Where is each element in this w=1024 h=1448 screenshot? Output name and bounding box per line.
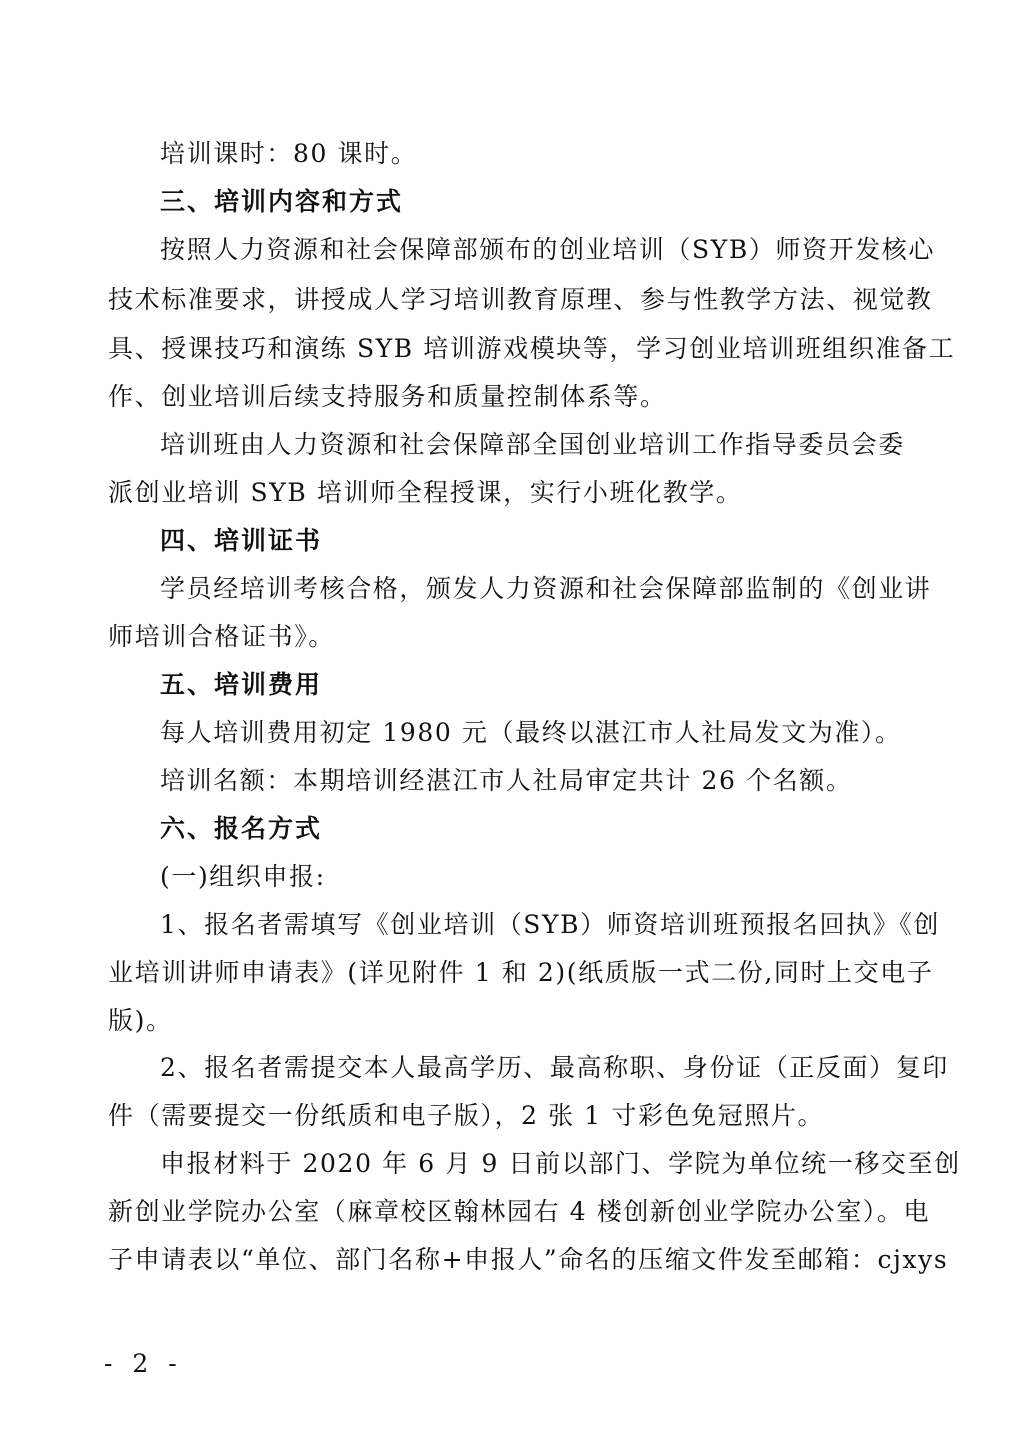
section6-heading: 六、报名方式 xyxy=(160,814,323,843)
section4-p1-line2: 师培训合格证书》。 xyxy=(108,622,335,651)
section4-p1-line1: 学员经培训考核合格，颁发人力资源和社会保障部监制的《创业讲 xyxy=(160,574,932,603)
page-number: - 2 - xyxy=(104,1349,183,1378)
section3-p1-line3: 具、授课技巧和演练 SYB 培训游戏模块等，学习创业培训班组织准备工 xyxy=(108,334,956,363)
section5-fee-line: 每人培训费用初定 1980 元（最终以湛江市人社局发文为准）。 xyxy=(160,718,902,747)
section6-item2-line1: 2、报名者需提交本人最高学历、最高称职、身份证（正反面）复印 xyxy=(160,1053,949,1082)
section3-p1-line1: 按照人力资源和社会保障部颁布的创业培训（SYB）师资开发核心 xyxy=(160,235,936,264)
section4-heading: 四、培训证书 xyxy=(160,526,323,555)
section6-item2-line2: 件（需要提交一份纸质和电子版），2 张 1 寸彩色免冠照片。 xyxy=(108,1101,825,1130)
section6-deadline-line3: 子申请表以“单位、部门名称+申报人”命名的压缩文件发至邮箱：cjxys xyxy=(108,1245,949,1274)
section6-item1-line2: 业培训讲师申请表》(详见附件 1 和 2)(纸质版一式二份,同时上交电子 xyxy=(108,958,934,987)
section3-heading: 三、培训内容和方式 xyxy=(160,187,404,216)
section5-heading: 五、培训费用 xyxy=(160,670,323,699)
section6-deadline-line1: 申报材料于 2020 年 6 月 9 日前以部门、学院为单位统一移交至创 xyxy=(160,1149,961,1178)
section3-p1-line2: 技术标准要求，讲授成人学习培训教育原理、参与性教学方法、视觉教 xyxy=(108,285,933,314)
section6-deadline-line2: 新创业学院办公室（麻章校区翰林园右 4 楼创新创业学院办公室）。电 xyxy=(108,1197,931,1226)
section3-p1-line4: 作、创业培训后续支持服务和质量控制体系等。 xyxy=(108,382,667,411)
section6-subheading: (一)组织申报: xyxy=(160,862,326,891)
section6-item1-line3: 版)。 xyxy=(108,1006,173,1035)
section5-quota-line: 培训名额：本期培训经湛江市人社局审定共计 26 个名额。 xyxy=(160,766,853,795)
section6-item1-line1: 1、报名者需填写《创业培训（SYB）师资培训班预报名回执》《创 xyxy=(160,910,941,939)
section3-p2-line2: 派创业培训 SYB 培训师全程授课，实行小班化教学。 xyxy=(108,478,743,507)
training-hours-line: 培训课时：80 课时。 xyxy=(160,139,418,168)
section3-p2-line1: 培训班由人力资源和社会保障部全国创业培训工作指导委员会委 xyxy=(160,430,905,459)
